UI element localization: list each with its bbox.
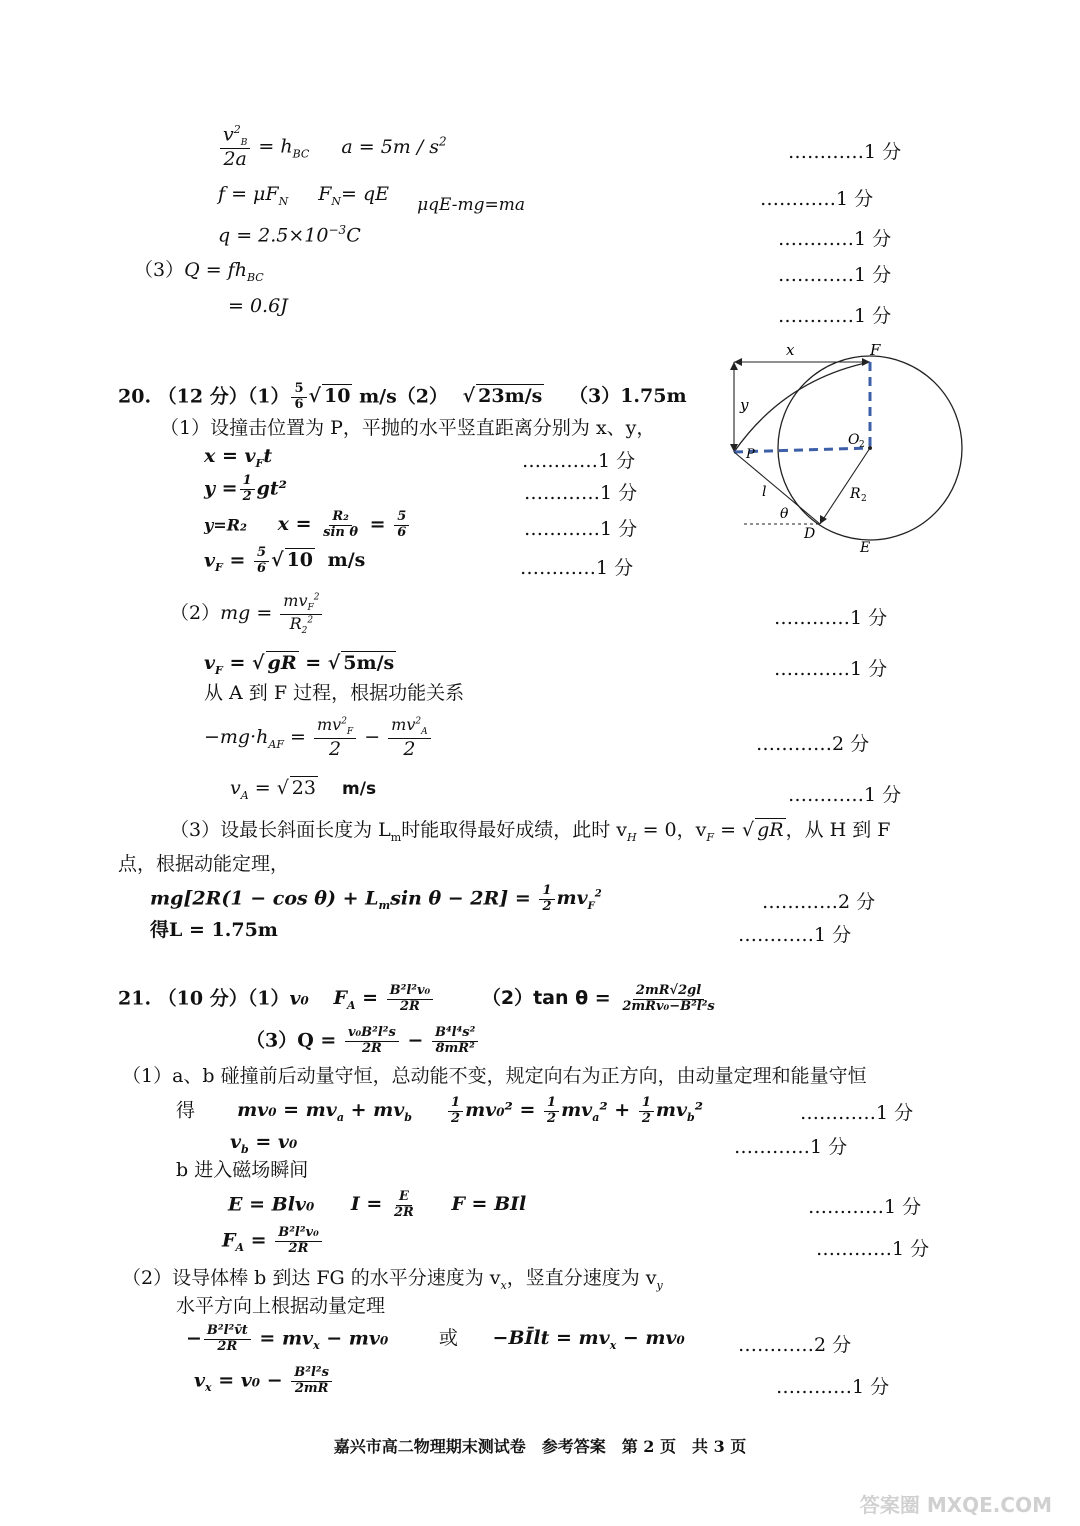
equation-heat-value: = 0.6J (228, 295, 288, 317)
q20-heading: 20. （12 分）（1） $\frac{5}{6}$ √ 10 m/s（2） √ 23m/s （3）1.75m (118, 381, 687, 412)
score-20-7: …………2 分 (756, 733, 870, 755)
score-3: …………1 分 (778, 228, 892, 250)
label-R2: R (850, 486, 861, 502)
q21-heading-part3: （3）Q = $\frac{\text{v₀B²l²s}}{2R}$ − $\frac{\text{B⁴l⁴s²}}{\text{8mR²}}$ (246, 1026, 480, 1057)
q20-eq-vf: $v_F$ = $\frac{5}{6}$ √ 10 m/s (204, 545, 366, 576)
label-y: y (740, 396, 749, 414)
score-20-4: …………1 分 (520, 557, 634, 579)
equation-friction: $f = \mu F_N$ $F_N=$ qE μqE-mg=ma (218, 183, 525, 215)
label-D: D (804, 526, 816, 542)
q20-eq-y: y = $\frac{1}{2}$ gt² (204, 473, 288, 504)
label-l: l (762, 484, 767, 500)
score-5: …………1 分 (778, 305, 892, 327)
score-20-5: …………1 分 (774, 607, 888, 629)
label-P: P (746, 447, 755, 462)
q21-eq-emf: E = Blv₀ I = $\frac{E}{2R}$ F = BIl (228, 1189, 527, 1220)
score-1: …………1 分 (788, 141, 902, 163)
score-20-3: …………1 分 (524, 518, 638, 540)
score-20-8: …………1 分 (788, 784, 902, 806)
score-20-9: …………2 分 (762, 891, 876, 913)
q20-part1-text: （1）设撞击位置为 P，平抛的水平竖直距离分别为 x、y， (160, 417, 656, 439)
label-F: F (870, 341, 881, 359)
radius-arrowhead (820, 515, 827, 524)
q21-eq-fa: $F_A$ = $\frac{\text{B²l²v₀}}{2R}$ (222, 1226, 324, 1257)
score-21-5: …………2 分 (738, 1334, 852, 1356)
score-2: …………1 分 (760, 188, 874, 210)
q20-eq-energy: $-mg\cdot h_{AF}$ = $\frac{mv^2_F}{2}$ − $\frac{mv^2_A}{2}$ (204, 716, 433, 760)
q21-part2-text2: 水平方向上根据动量定理 (176, 1295, 386, 1317)
label-E: E (860, 540, 871, 556)
q21-part2-text: （2）设导体棒 b 到达 FG 的水平分速度为 $v_x$，竖直分速度为 $v_y$ (122, 1267, 663, 1292)
q20-eq-work-energy: $mg[2R(1 - \cos \theta) + L_m\sin$ θ − 2R] = $\frac{1}{2}$ $mv_F^2$ (150, 883, 602, 914)
watermark-logo: 答案圈 MXQE.COM (859, 1493, 1052, 1517)
q20-part2-eq: （2）mg = $\frac{mv_F^2}{R_2^2}$ (170, 592, 324, 636)
score-21-3: …………1 分 (808, 1196, 922, 1218)
q21-eq-vb: $v_b = v_0$ (230, 1131, 298, 1156)
equation-charge: $q = 2.5\times 10^{-3}C$ (218, 223, 361, 247)
score-21-1: …………1 分 (800, 1102, 914, 1124)
score-20-6: …………1 分 (774, 658, 888, 680)
page-footer: 嘉兴市高二物理期末测试卷 参考答案 第 2 页 共 3 页 (333, 1437, 747, 1456)
score-21-2: …………1 分 (734, 1136, 848, 1158)
trajectory-diagram (714, 340, 974, 560)
q20-eq-vf-sqrt: $v_F$ = √ gR = √ 5m/s (204, 652, 395, 677)
score-21-6: …………1 分 (776, 1376, 890, 1398)
q21-eq-impulse: − $\frac{\text{B²l²v̄t}}{2R}$ = $mv_x - mv_0$ 或 −BĪlt = $mv_x - mv_0$ (186, 1323, 685, 1354)
q20-part2-text: 从 A 到 F 过程，根据功能关系 (204, 682, 465, 704)
label-R2-sub: 2 (861, 494, 867, 504)
q21-text-enter: b 进入磁场瞬间 (176, 1159, 309, 1181)
center-point (868, 446, 872, 450)
incline-line (734, 452, 820, 524)
q21-eq-momentum: 得 $mv_0 = mv_a + mv_b$ $\frac{1}{2}$ mv₀² = $\frac{1}{2}$ $mv_a^2$ + $\frac{1}{2}$ $mv_b^2$ (176, 1095, 704, 1126)
q21-eq-vx: $v_x = v_0$ − $\frac{\text{B²l²s}}{2mR}$ (194, 1366, 334, 1397)
score-20-1: …………1 分 (522, 450, 636, 472)
q21-part1-text: （1）a、b 碰撞前后动量守恒，总动能不变，规定向右为正方向，由动量定理和能量守恒 (122, 1065, 867, 1087)
q21-heading: 21. （10 分）（1）v₀ $F_A$ = $\frac{\text{B²l²v₀}}{2R}$ （2）tan θ = $\frac{2mR√2gl}{\text{2mRv₀−B²l²s}}$ (118, 983, 715, 1014)
label-theta: θ (780, 506, 789, 522)
label-x: x (786, 341, 795, 359)
label-O2-sub: 2 (859, 440, 865, 450)
q20-part3-text2: 点，根据动能定理， (118, 853, 290, 875)
q20-eq-va: $v_A$ = √ 23 m/s (230, 777, 377, 802)
equation-heat: $(3)Q = fh_{BC}$ (134, 259, 264, 284)
score-4: …………1 分 (778, 264, 892, 286)
radius-line (820, 448, 870, 524)
q20-part3-text: （3）设最长斜面长度为 $L_m$时能取得最好成绩，此时 $v_H = 0$，$v_F$ = √ gR ，从 H 到 F (170, 819, 891, 844)
score-20-10: …………1 分 (738, 924, 852, 946)
label-O2: O (848, 432, 860, 448)
q20-result: 得L = 1.75m (150, 919, 278, 941)
score-21-4: …………1 分 (816, 1238, 930, 1260)
q20-eq-r2: y=R₂ x = $\frac{\text{R₂}}{\text{sin θ}}$ = $\frac{5}{6}$ (204, 510, 411, 541)
q20-eq-x: $x = v_Ft$ (204, 445, 273, 470)
score-20-2: …………1 分 (524, 482, 638, 504)
equation-vb-over-2a: $\frac{v^2_B}{2a}$ = $h_{BC}$ $a = 5m / s^2$ (218, 124, 447, 171)
